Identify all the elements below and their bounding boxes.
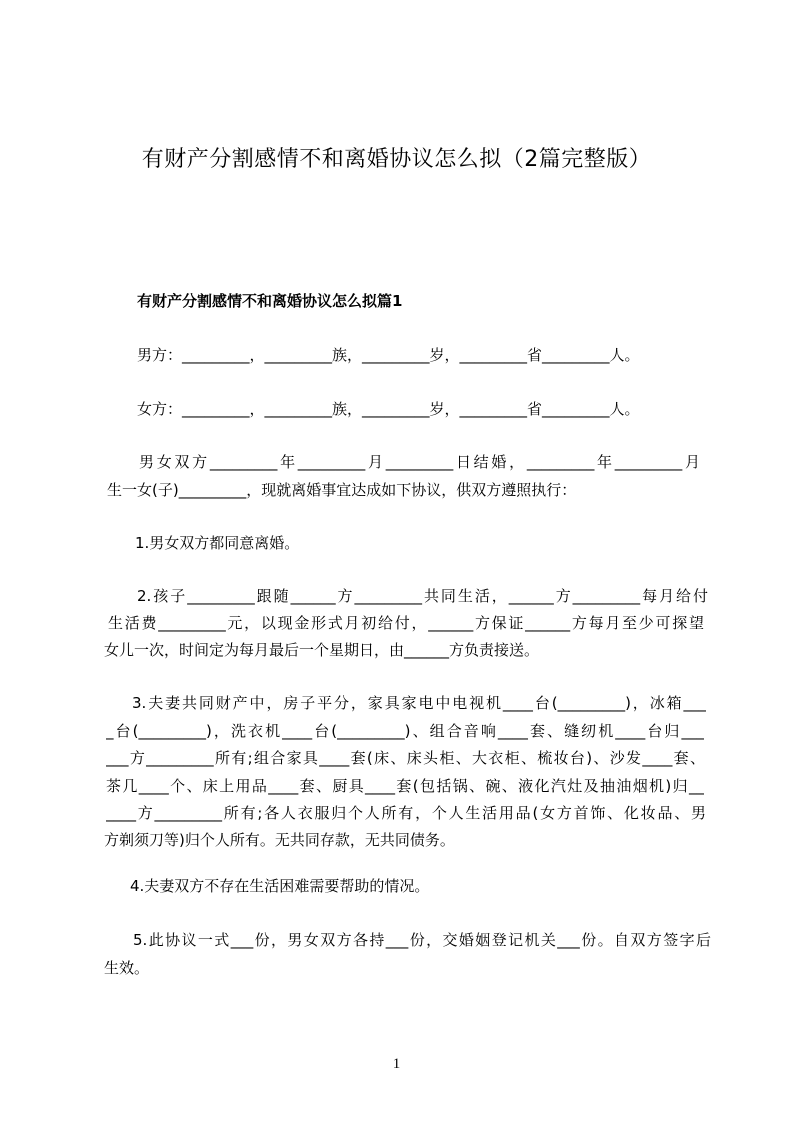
clause-3-line: 3.夫妻共同财产中，房子平分，家具家电中电视机____台(_________)，冰箱___	[132, 694, 706, 712]
clause-5-line: 5.此协议一式___份，男女双方各持___份，交婚姻登记机关___份。自双方签字后	[133, 931, 711, 949]
clause-2-line: 生活费_________元，以现金形式月初给付，______方保证______方每月至少可探望	[108, 614, 704, 632]
document-title: 有财产分割感情不和离婚协议怎么拟（2篇完整版）	[141, 147, 652, 172]
clause-2-line: 2.孩子_________跟随______方_________共同生活，______方_________每月给付	[137, 587, 708, 605]
man-info-line: 男方：_________，_________族，_________岁，_________省_________人。	[137, 346, 640, 364]
clause-3-line: 方剃须刀等)归个人所有。无共同存款，无共同债务。	[104, 831, 455, 849]
clause-4: 4.夫妻双方不存在生活困难需要帮助的情况。	[130, 877, 430, 895]
clause-3-line: _台(_________)，洗衣机____台(_________)、组合音响____套、缝纫机____台归___	[106, 722, 704, 740]
clause-1: 1.男女双方都同意离婚。	[135, 534, 300, 552]
clause-5-line: 生效。	[104, 959, 150, 977]
clause-3-line: 茶几____个、床上用品____套、厨具____套(包括锅、碗、液化汽灶及抽油烟机)归__	[106, 777, 704, 795]
clause-2-line: 女儿一次，时间定为每月最后一个星期日，由______方负责接送。	[104, 641, 540, 659]
woman-info-line: 女方：_________，_________族，_________岁，_________省_________人。	[137, 400, 640, 418]
clause-3-line: ___方_________所有;组合家具____套(床、床头柜、大衣柜、梳妆台)、沙发____套、	[106, 749, 705, 767]
section-heading: 有财产分割感情不和离婚协议怎么拟篇1	[137, 292, 403, 310]
intro-line: 男女双方_________年_________月_________日结婚，_________年_________月	[139, 453, 700, 471]
intro-line: 生一女(子)_________，现就离婚事宜达成如下协议，供双方遵照执行：	[107, 481, 577, 499]
page-number: 1	[392, 1056, 401, 1072]
clause-3-line: ____方_________所有;各人衣服归个人所有，个人生活用品(女方首饰、化妆品、男	[106, 804, 706, 822]
